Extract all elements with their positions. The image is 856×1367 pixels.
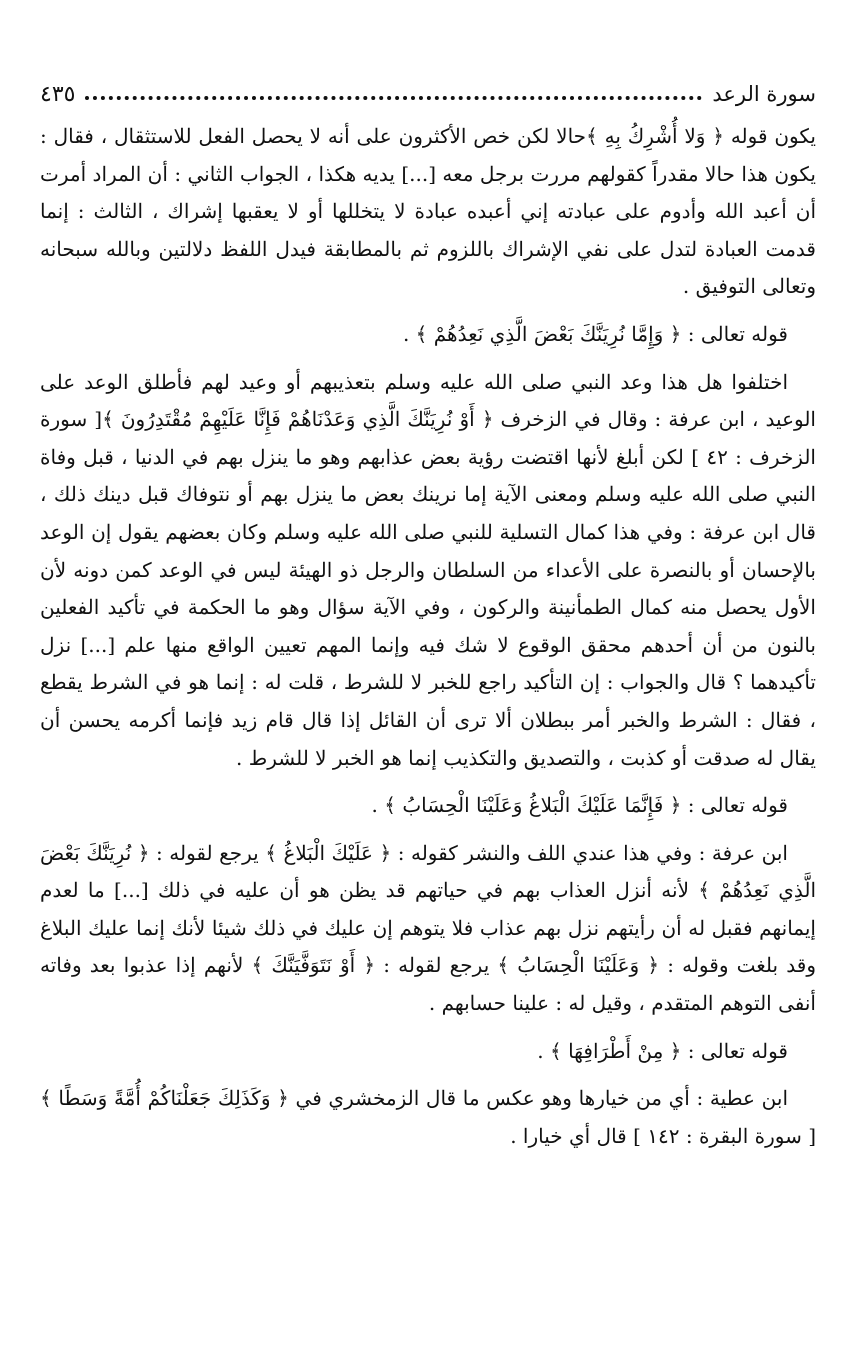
leader-dots: [85, 96, 702, 100]
verse-heading: قوله تعالى : ﴿ مِنْ أَطْرَافِهَا ﴾ .: [537, 1038, 788, 1063]
surah-title: سورة الرعد: [712, 82, 816, 106]
paragraph: اختلفوا هل هذا وعد النبي صلى الله عليه وسلم بتعذيبهم أو وعيد لهم فأطلق الوعد على الوعيد ، ابن عرفة : وقال في الزخرف ﴿ أَوْ نُرِيَنَّكَ الَّذِي وَعَدْنَاهُمْ فَإِنَّا عَلَيْهِمْ مُقْتَدِرُونَ ﴾[ سورة الزخرف : ٤٢ ] لكن أبلغ لأنها اقتضت رؤية بعض عذابهم وهو ما ينزل بهم في الدنيا ، قبل وفاة النبي صلى الله عليه وسلم ومعنى الآية إما نرينك بعض ما ينزل بهم أو نتوفاك قبل دينك ذلك ، قال ابن عرفة : وفي هذا كمال التسلية للنبي صلى الله عليه وسلم وكان بعضهم يقول إن الوعد بالإحسان أو بالنصرة على الأعداء من السلطان والرجل ذو الهيئة ليس في الوعد كمن دونه لأن الأول يحصل منه كمال الطمأنينة والركون ، وفي الآية سؤال وهو ما الحكمة في تأكيد الفعلين بالنون من أن أحدهم محقق الوقوع لا شك فيه وإنما المهم تعيين الواقع منها علم [...] نزل تأكيدهما ؟ قال والجواب : إن التأكيد راجع للخبر لا للشرط ، قلت له : إنما هو في الشرط يقطع ، فقال : الشرط والخبر أمر ببطلان ألا ترى أن القائل إذا قال قام زيد فإنما أكرمه يحسن أن يقال له صدقت أو كذبت ، والتصديق والتكذيب إنما هو الخبر لا للشرط .: [40, 369, 816, 770]
commentary-body: [40, 118, 816, 1155]
verse-heading: قوله تعالى : ﴿ وَإِمَّا نُرِيَنَّكَ بَعْضَ الَّذِي نَعِدُهُمْ ﴾ .: [402, 321, 788, 346]
paragraph: ابن عرفة : وفي هذا عندي اللف والنشر كقوله : ﴿ عَلَيْكَ الْبَلاغُ ﴾ يرجع لقوله : ﴿ نُرِيَنَّكَ بَعْضَ الَّذِي نَعِدُهُمْ ﴾ لأنه أنزل العذاب بهم في حياتهم قد يظن هو أن عليه في ذلك [...] ما لعدم إيمانهم فقبل له أن رأيتهم نزل بهم عذاب فلا يتوهم إن عليك في ذلك شيئا لأنك إنما عليك البلاغ وقد بلغت وقوله : ﴿ وَعَلَيْنَا الْحِسَابُ ﴾ يرجع لقوله : ﴿ أَوْ نَتَوَفَّيَنَّكَ ﴾ لأنهم إذا عذبوا بعد وفاته أنفى التوهم المتقدم ، وقيل له : علينا حسابهم .: [40, 840, 816, 1016]
paragraph: ابن عطية : أي من خيارها وهو عكس ما قال الزمخشري في ﴿ وَكَذَلِكَ جَعَلْنَاكُمْ أُمَّةً وَسَطًا ﴾[ سورة البقرة : ١٤٢ ] قال أي خيارا .: [40, 1086, 816, 1148]
running-header: [40, 78, 816, 110]
page-number: ٤٣٥: [40, 81, 76, 107]
paragraph: يكون قوله ﴿ وَلا أُشْرِكُ بِهِ ﴾حالا لكن خص الأكثرون على أنه لا يحصل الفعل للاستثقال ، فقال : يكون هذا حالا مقدراً كقولهم مررت برجل معه [...] يديه هكذا ، الجواب الثاني : أن المراد أمرت أن أعبد الله وأدوم على عبادته إني أعبده عبادة لا يتخللها أو لا يعقبها إشراك ، الثالث : إنما قدمت العبادة لتدل على نفي الإشراك باللزوم ثم بالمطابقة فيدل اللفظ دلالتين وبالله سبحانه وتعالى التوفيق .: [40, 124, 816, 299]
verse-heading: قوله تعالى : ﴿ فَإِنَّمَا عَلَيْكَ الْبَلاغُ وَعَلَيْنَا الْحِسَابُ ﴾ .: [371, 793, 788, 818]
